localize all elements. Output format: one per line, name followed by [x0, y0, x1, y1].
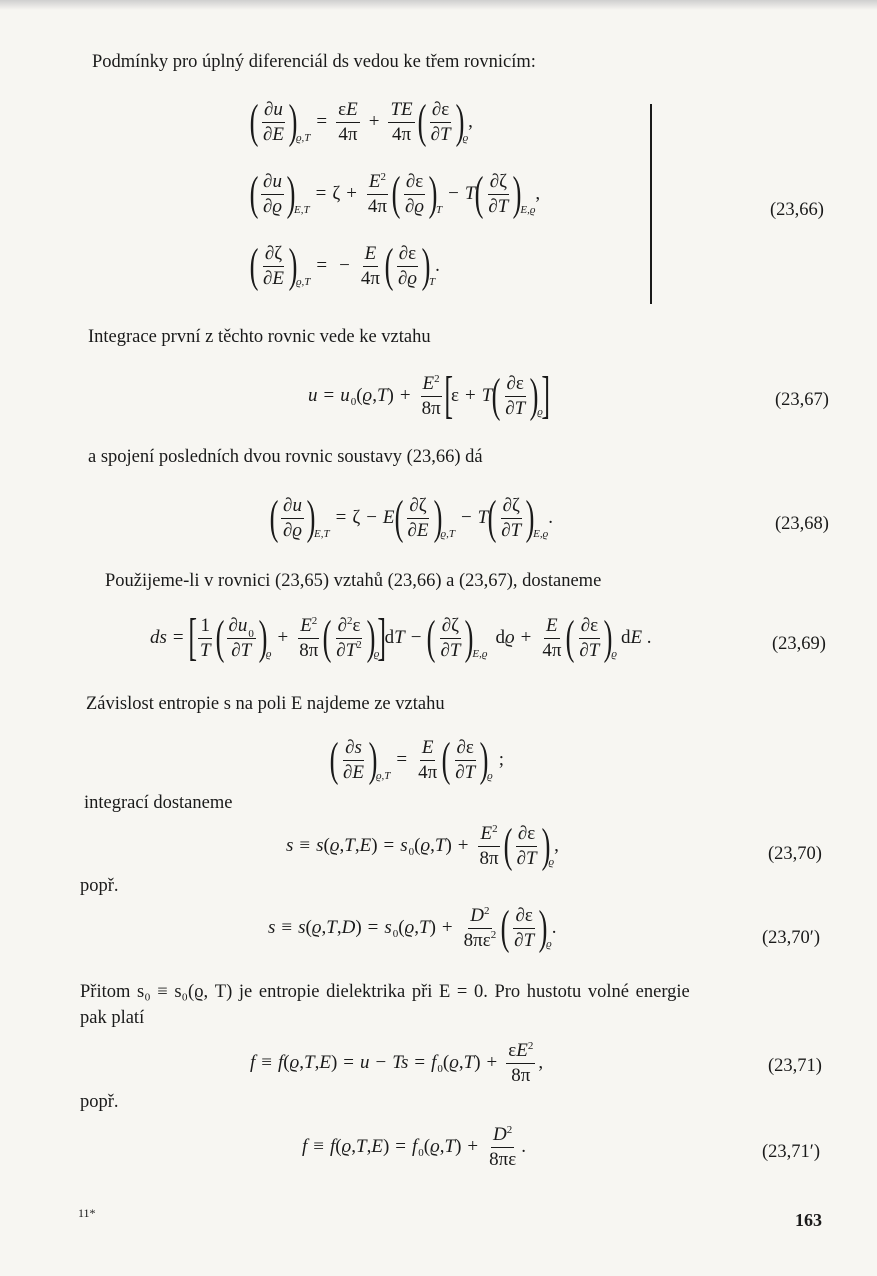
equation-number-70: (23,70): [768, 844, 822, 864]
equation-71: f ≡ f ( ϱ , T , E ) = u − Ts = f 0 ( ϱ , T ) + $\frac{\varepsilon E^2}{8\pi}$ ,: [250, 1039, 544, 1086]
equation-number-68: (23,68): [775, 514, 829, 534]
signature-mark: 11*: [78, 1206, 96, 1220]
intro-text: Podmínky pro úplný diferenciál ds vedou ke třem rovnicím:: [92, 52, 536, 72]
text-s0-line1: Přitom s₀ ≡ s₀(ϱ, T) je entropie dielektrika při E = 0. Pro hustotu volné energie: [80, 982, 690, 1002]
page-number: 163: [795, 1210, 822, 1230]
text-integration: integrací dostaneme: [84, 793, 233, 813]
equation-70: s ≡ s ( ϱ , T , E ) = s 0 ( ϱ , T ) + $\frac{E^2}{8\pi}$ ( $\frac{\partial\varepsilon}{\partial T}$ ) ϱ ,: [286, 819, 559, 872]
text-before-69: Použijeme-li v rovnici (23,65) vztahů (23,66) a (23,67), dostaneme: [105, 571, 602, 591]
equation-70-prime: s ≡ s ( ϱ , T , D ) = s 0 ( ϱ , T ) + $\frac{D^2}{8\pi\varepsilon^2}$ ( $\frac{\partial\varepsilon}{\partial T}$ ) ϱ .: [268, 901, 557, 954]
equation-number-70-prime: (23,70′): [762, 928, 820, 948]
text-popr-2: popř.: [80, 1092, 119, 1112]
text-entropy: Závislost entropie s na poli E najdeme ze vztahu: [86, 694, 445, 714]
equation-68: ( $\frac{\partial u}{\partial ϱ}$ ) E,T = ζ − E ( $\frac{\partial\zeta}{\partial E}$ ) ϱ,T − T ( $\frac{\partial\zeta}{\partial T}$ ) E,ϱ .: [269, 491, 553, 544]
equation-number-71-prime: (23,71′): [762, 1142, 820, 1162]
system-brace: [650, 104, 652, 304]
equation-number-69: (23,69): [772, 634, 826, 654]
equation-69: ds = [ $\frac{1}{T}$ ( $\frac{\partial u_0}{\partial T}$ ) ϱ + $\frac{E^2}{8\pi}$ ( $\frac{\partial^2\varepsilon}{\partial T^2}$ ) ϱ ] d T − ( $\frac{\partial\zeta}{\partial T}$ ) E,ϱ dϱ + $\frac{E}{4\pi}$ ( $\frac{\partial\varepsilon}{\partial T}$ ) ϱ dE .: [150, 609, 652, 666]
text-popr-1: popř.: [80, 876, 119, 896]
equation-67: u = u 0 ( ϱ , T ) + $\frac{E^2}{8\pi}$ [ ε + T ( $\frac{\partial\varepsilon}{\partial T}$ ) ϱ ]: [308, 367, 550, 424]
text-before-67: Integrace první z těchto rovnic vede ke vztahu: [88, 327, 431, 347]
equation-entropy-relation: ( $\frac{\partial s}{\partial E}$ ) ϱ,T = $\frac{E}{4\pi}$ ( $\frac{\partial\varepsilon}{\partial T}$ ) ϱ ;: [329, 733, 505, 786]
text-before-68: a spojení posledních dvou rovnic soustavy (23,66) dá: [88, 447, 483, 467]
equation-number-67: (23,67): [775, 390, 829, 410]
text-s0-line2: pak platí: [80, 1008, 145, 1028]
equation-66c: ( $\frac{\partial\zeta}{\partial E}$ ) ϱ,T = − $\frac{E}{4\pi}$ ( $\frac{\partial\varepsilon}{\partial ϱ}$ ) T .: [249, 239, 440, 292]
equation-number-66: (23,66): [770, 200, 824, 220]
equation-66b: ( $\frac{\partial u}{\partial ϱ}$ ) E,T = ζ + $\frac{E^2}{4\pi}$ ( $\frac{\partial\varepsilon}{\partial ϱ}$ ) T − T ( $\frac{\partial\zeta}{\partial T}$ ) E,ϱ ,: [249, 167, 541, 220]
equation-66a: ( $\frac{\partial u}{\partial E}$ ) ϱ,T = $\frac{\varepsilon E}{4\pi}$ + $\frac{TE}{4\pi}$ ( $\frac{\partial\varepsilon}{\partial T}$ ) ϱ ,: [249, 95, 473, 148]
equation-71-prime: f ≡ f ( ϱ , T , E ) = f 0 ( ϱ , T ) + $\frac{D^2}{8\pi\varepsilon}$ .: [302, 1123, 526, 1170]
scan-edge: [0, 0, 877, 10]
equation-number-71: (23,71): [768, 1056, 822, 1076]
